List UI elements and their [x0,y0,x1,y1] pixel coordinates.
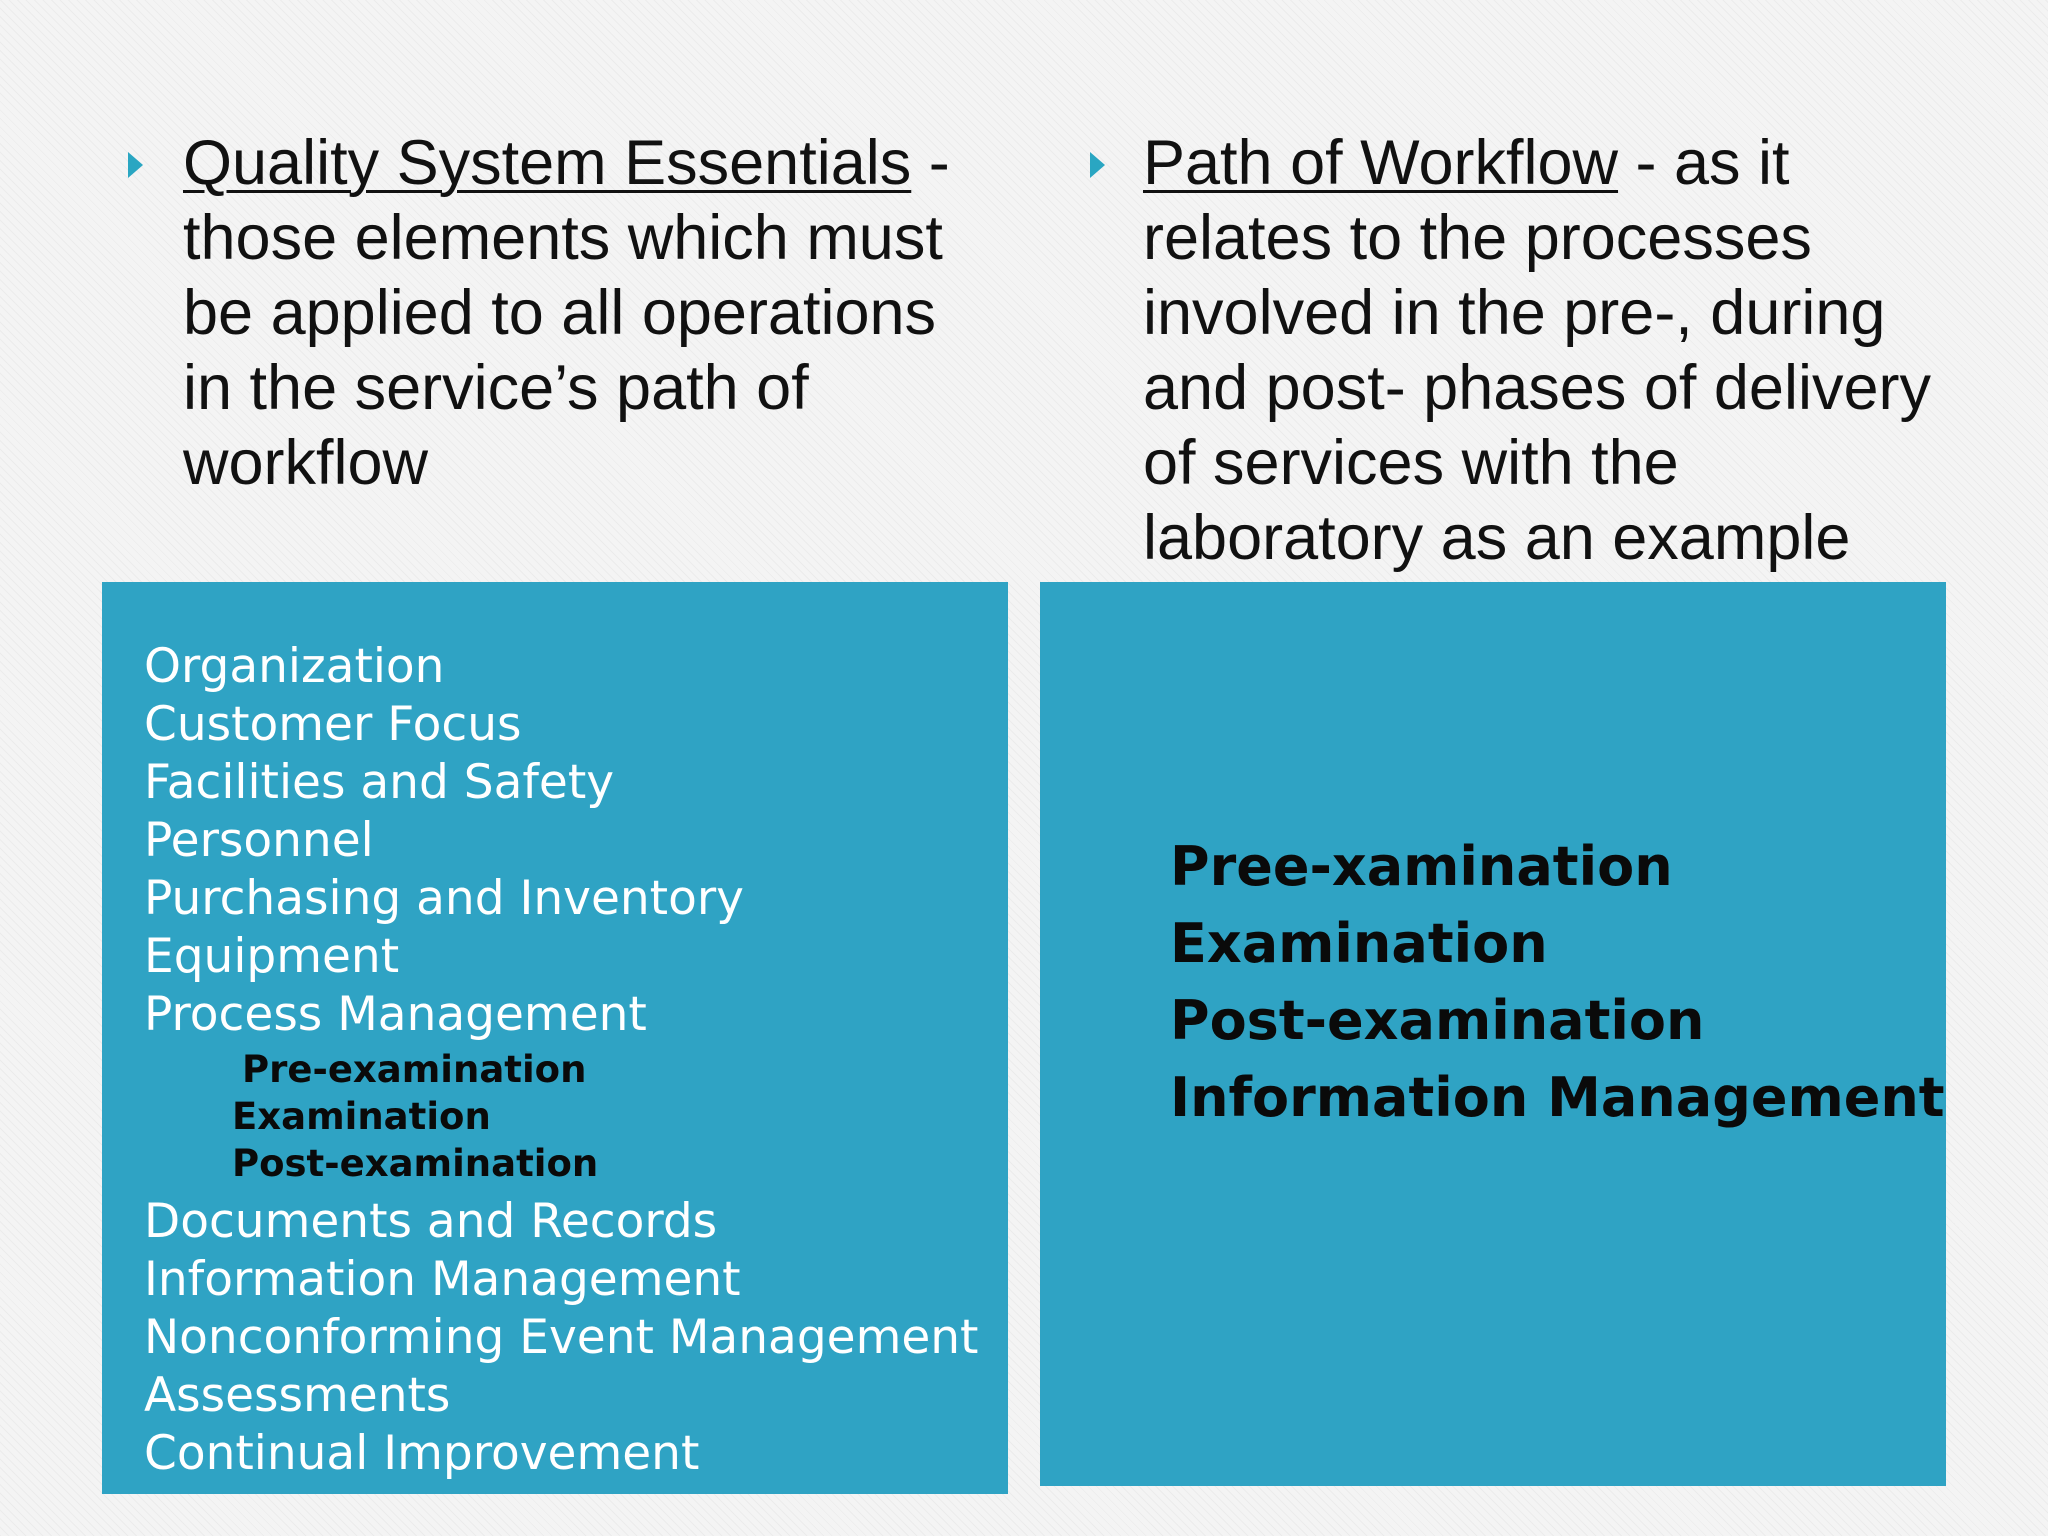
workflow-phase-item: Examination [1170,912,1548,975]
workflow-panel [1040,582,1946,1486]
essential-item: Information Management [144,1252,741,1307]
path-of-workflow-term: Path of Workflow [1143,128,1619,198]
bullet-arrow-icon [1090,152,1105,178]
workflow-phase-item: Post-examination [1170,989,1705,1052]
essentials-list-wrapper [144,638,978,1483]
essentials-list [144,638,978,1044]
essentials-list-continued [144,1193,978,1483]
quality-system-essentials-term: Quality System Essentials [183,128,912,198]
essential-item: Documents and Records [144,1194,718,1249]
essential-item: Process Management [144,987,647,1042]
path-of-workflow-definition [1143,126,1943,576]
quality-system-essentials-definition [183,126,963,501]
process-sub-list [144,1046,978,1187]
process-sub-item: Examination [232,1095,491,1138]
essential-item: Customer Focus [144,697,522,752]
path-of-workflow-description: - as it relates to the processes involved in the pre-, during and post- phases of delivery of services with the laboratory as an example [1143,128,1931,573]
essential-item: Equipment [144,929,400,984]
essential-item: Nonconforming Event Management [144,1310,979,1365]
workflow-phases-list [1170,828,1945,1136]
quality-system-essentials-description: - those elements which must be applied to all operations in the service’s path of workflow [183,128,950,498]
essential-item: Organization [144,639,445,694]
workflow-phase-item: Information Management [1170,1066,1945,1129]
essential-item: Continual Improvement [144,1426,700,1481]
essentials-panel [102,582,1008,1494]
bullet-arrow-icon [128,152,143,178]
essential-item: Assessments [144,1368,451,1423]
essential-item: Facilities and Safety [144,755,615,810]
process-sub-item: Post-examination [232,1142,599,1185]
process-sub-item: Pre-examination [242,1048,587,1091]
essential-item: Personnel [144,813,374,868]
workflow-phase-item: Pree-xamination [1170,835,1673,898]
essential-item: Purchasing and Inventory [144,871,744,926]
